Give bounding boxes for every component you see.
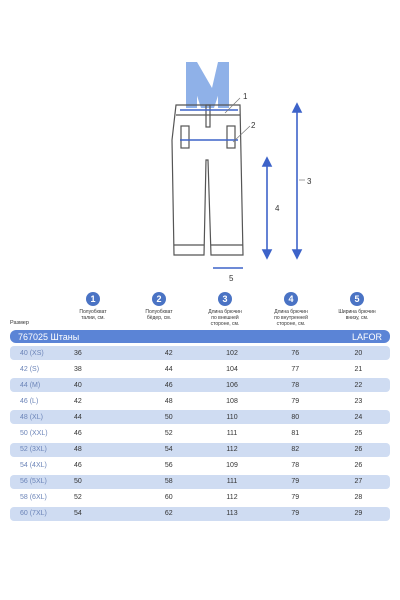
suspenders-illustration bbox=[186, 62, 229, 108]
product-title: 767025 Штаны bbox=[18, 331, 80, 342]
table-row bbox=[10, 378, 390, 392]
measurement-cell: 106 bbox=[226, 381, 238, 389]
measurement-cell: 79 bbox=[291, 397, 300, 405]
measurement-cell: 44 bbox=[164, 365, 173, 373]
desc-line: стороне, см. bbox=[276, 321, 306, 327]
measurement-cell: 27 bbox=[354, 478, 363, 486]
measurement-cell: 112 bbox=[226, 446, 238, 454]
table-row bbox=[10, 459, 390, 473]
column-desc-3 bbox=[198, 309, 252, 327]
size-table-body bbox=[10, 346, 390, 521]
measurement-cell: 20 bbox=[354, 349, 363, 357]
measurement-cell: 40 bbox=[74, 381, 82, 389]
column-desc-4 bbox=[264, 309, 318, 327]
measurement-cell: 50 bbox=[74, 478, 82, 486]
size-caption: Размер bbox=[10, 320, 29, 326]
measurement-cell: 81 bbox=[291, 429, 300, 437]
measurement-cell: 113 bbox=[226, 510, 238, 518]
diagram-label-2: 2 bbox=[251, 121, 256, 130]
desc-line: талии, см. bbox=[81, 315, 105, 321]
measurement-cell: 28 bbox=[354, 494, 363, 502]
measurement-cell: 42 bbox=[164, 349, 173, 357]
measurement-cell: 60 bbox=[164, 494, 173, 502]
diagram-label-1: 1 bbox=[243, 92, 248, 101]
product-title-bar bbox=[10, 330, 390, 343]
size-column-header bbox=[10, 292, 60, 328]
table-row bbox=[10, 410, 390, 424]
measurement-cell: 46 bbox=[74, 429, 82, 437]
measurement-cell: 82 bbox=[291, 446, 300, 454]
measurement-cell: 77 bbox=[291, 365, 300, 373]
measurement-cell: 112 bbox=[226, 494, 238, 502]
measurement-cell: 36 bbox=[74, 349, 82, 357]
desc-line: Длина брючин bbox=[274, 309, 308, 315]
table-row bbox=[10, 346, 390, 360]
number-badge-4: 4 bbox=[284, 292, 298, 306]
measurement-cell: 54 bbox=[164, 446, 173, 454]
table-row bbox=[10, 475, 390, 489]
measurement-cell: 46 bbox=[74, 462, 82, 470]
measurement-cell: 54 bbox=[74, 510, 82, 518]
measurement-cell: 79 bbox=[291, 478, 300, 486]
measurement-cell: 79 bbox=[291, 510, 300, 518]
pants-measurement-diagram bbox=[0, 0, 400, 290]
desc-line: по внутренней bbox=[274, 315, 308, 321]
measurement-cell: 76 bbox=[291, 349, 300, 357]
measurement-cell: 23 bbox=[354, 397, 363, 405]
measurement-cell: 50 bbox=[164, 413, 173, 421]
size-cell: 58 (6XL) bbox=[20, 494, 47, 502]
measurement-cell: 52 bbox=[74, 494, 82, 502]
measurement-cell: 110 bbox=[226, 413, 238, 421]
size-cell: 40 (XS) bbox=[20, 349, 44, 357]
size-cell: 54 (4XL) bbox=[20, 462, 47, 470]
measurement-cell: 38 bbox=[74, 365, 82, 373]
measurement-cell: 102 bbox=[226, 349, 238, 357]
measurement-cell: 108 bbox=[226, 397, 238, 405]
size-cell: 48 (XL) bbox=[20, 413, 43, 421]
table-row bbox=[10, 491, 390, 505]
measurement-cell: 44 bbox=[74, 413, 82, 421]
table-row bbox=[10, 443, 390, 457]
column-header-4 bbox=[258, 292, 324, 327]
measurement-cell: 56 bbox=[164, 462, 173, 470]
measurement-cell: 42 bbox=[74, 397, 82, 405]
number-badge-5: 5 bbox=[350, 292, 364, 306]
measurement-cell: 111 bbox=[226, 429, 238, 437]
pants-outline bbox=[172, 105, 243, 255]
measurement-cell: 52 bbox=[164, 429, 173, 437]
desc-line: стороне, см. bbox=[210, 321, 240, 327]
measurement-cell: 46 bbox=[164, 381, 173, 389]
measurement-cell: 58 bbox=[164, 478, 173, 486]
number-badge-2: 2 bbox=[152, 292, 166, 306]
diagram-label-3: 3 bbox=[307, 177, 312, 186]
desc-line: Полуобхват bbox=[145, 309, 173, 315]
size-chart bbox=[10, 292, 390, 523]
measurement-cell: 26 bbox=[354, 462, 363, 470]
desc-line: Длина брючин bbox=[208, 309, 242, 315]
table-row bbox=[10, 426, 390, 440]
pants-sketch bbox=[0, 0, 400, 290]
measurement-cell: 79 bbox=[291, 494, 300, 502]
measurement-cell: 48 bbox=[164, 397, 173, 405]
measurement-cell: 62 bbox=[164, 510, 173, 518]
column-header-5 bbox=[324, 292, 390, 321]
column-desc-5 bbox=[330, 309, 384, 321]
measurement-cell: 48 bbox=[74, 446, 82, 454]
measurement-cell: 21 bbox=[354, 365, 363, 373]
measurement-cell: 26 bbox=[354, 446, 363, 454]
measurement-cell: 80 bbox=[291, 413, 300, 421]
column-header-3 bbox=[192, 292, 258, 327]
measurement-cell: 104 bbox=[226, 365, 238, 373]
size-cell: 42 (S) bbox=[20, 365, 40, 373]
size-cell: 46 (L) bbox=[20, 397, 39, 405]
size-chart-header bbox=[10, 292, 390, 328]
size-cell: 50 (XXL) bbox=[20, 429, 48, 437]
column-header-1 bbox=[60, 292, 126, 321]
column-desc-2 bbox=[132, 309, 186, 321]
size-cell: 52 (3XL) bbox=[20, 446, 47, 454]
number-badge-1: 1 bbox=[86, 292, 100, 306]
measurement-cell: 78 bbox=[291, 381, 300, 389]
desc-line: Полуобхват bbox=[79, 309, 107, 315]
desc-line: внизу, см. bbox=[345, 315, 369, 321]
size-cell: 44 (M) bbox=[20, 381, 41, 389]
table-row bbox=[10, 507, 390, 521]
desc-line: Ширина брючин bbox=[338, 309, 376, 315]
measurement-cell: 25 bbox=[354, 429, 363, 437]
number-badge-3: 3 bbox=[218, 292, 232, 306]
size-cell: 60 (7XL) bbox=[20, 510, 47, 518]
table-row bbox=[10, 362, 390, 376]
diagram-label-5: 5 bbox=[229, 274, 234, 283]
size-cell: 56 (5XL) bbox=[20, 478, 47, 486]
measurement-cell: 111 bbox=[226, 478, 238, 486]
measurement-cell: 29 bbox=[354, 510, 363, 518]
column-desc-1 bbox=[66, 309, 120, 321]
table-row bbox=[10, 394, 390, 408]
brand-name: LAFOR bbox=[351, 331, 382, 342]
column-header-2 bbox=[126, 292, 192, 321]
desc-line: бёдер, см. bbox=[146, 315, 172, 321]
measurement-cell: 24 bbox=[354, 413, 363, 421]
measurement-cell: 109 bbox=[226, 462, 238, 470]
desc-line: по внешней bbox=[211, 315, 239, 321]
measurement-cell: 78 bbox=[291, 462, 300, 470]
diagram-label-4: 4 bbox=[275, 204, 280, 213]
measurement-cell: 22 bbox=[354, 381, 363, 389]
